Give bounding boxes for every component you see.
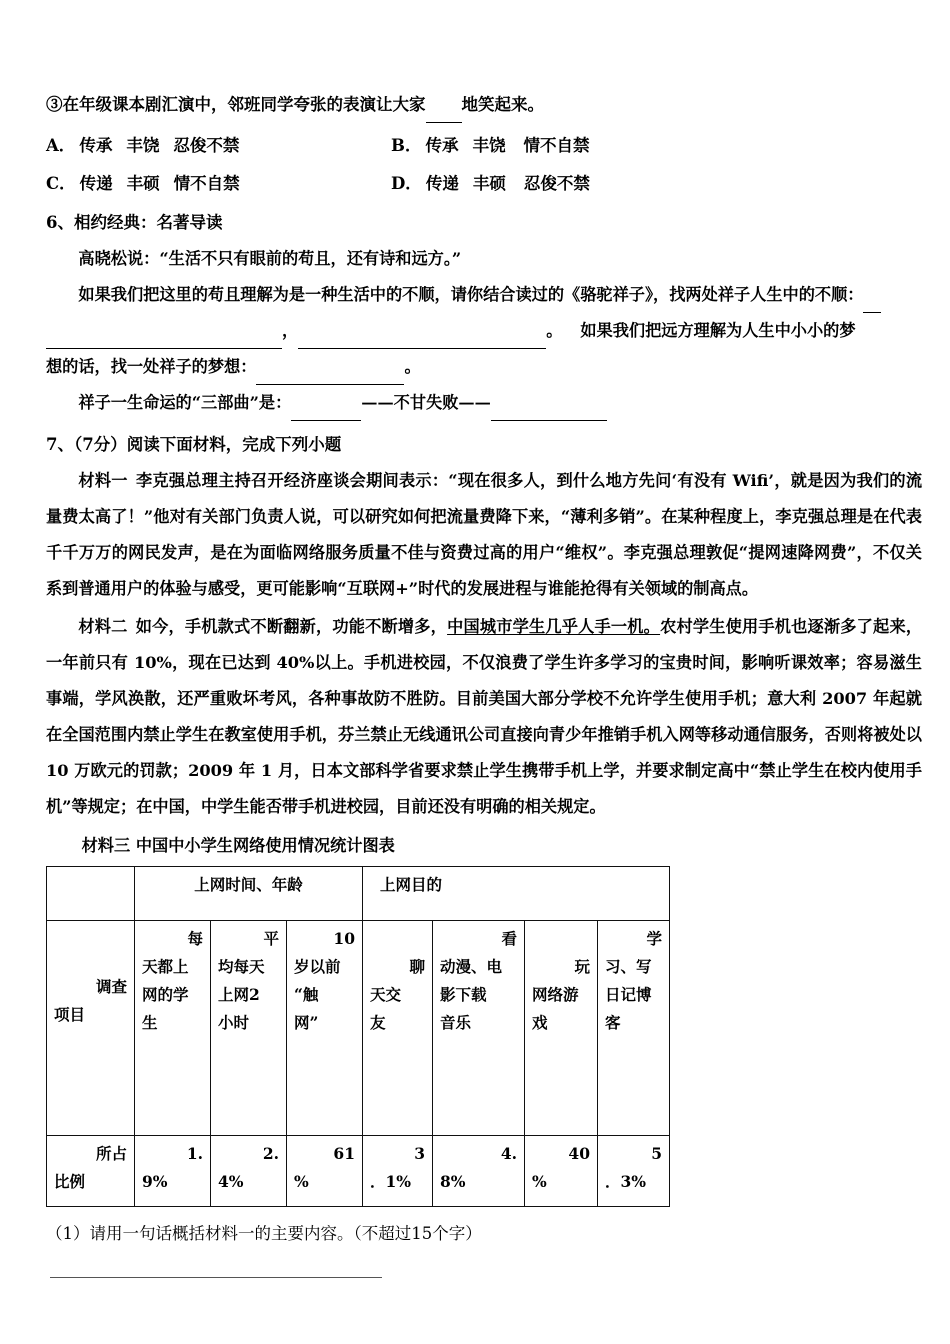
- value-average-two-hours: [211, 1136, 287, 1207]
- col5-line-2: 动漫、电: [440, 957, 503, 976]
- table-column-header-row: [47, 921, 670, 1136]
- question-6-answer-blank-1a[interactable]: [863, 277, 881, 313]
- option-a-word-3: 忍俊不禁: [173, 136, 240, 155]
- question-6-period-2: 。: [404, 357, 421, 376]
- col1-line-3: 网的学: [142, 985, 189, 1004]
- option-b-word-2: 丰饶: [472, 136, 506, 155]
- question-7-instruction: 阅读下面材料，完成下列小题: [126, 435, 342, 454]
- material-2-underlined-sentence: 中国城市学生几乎人手一机。: [447, 617, 661, 636]
- question-6-prompt-3-text: 想的话，找一处祥子的梦想：: [46, 357, 257, 376]
- question-6-trilogy-blank-1[interactable]: [291, 385, 361, 421]
- col4-line-1: 聊: [409, 957, 425, 976]
- question-3-stem-text: ③在年级课本剧汇演中，邻班同学夸张的表演让大家: [46, 95, 426, 114]
- val5-line-2: 8%: [440, 1172, 466, 1191]
- val3-line-2: %: [294, 1172, 309, 1191]
- table-corner-survey-item: [47, 921, 135, 1136]
- material-2-text-b: 农村学生使用手机也逐渐多了起来，一年前只有 10%，现在已达到 40%以上。手机进校园，不仅浪费了学生许多学习的宝贵时间，影响听课效率；容易滋生事端，学风涣散，还严重败坏考风，各种事故防不胜防。目前美国大部分学校不允许学生使用手机；意大利 2007 年起就在全国范围内禁止学生在教室使用手机，芬兰禁止无线通讯公司直接向青少年推销手机入网等移动通信服务，否则将被处以 10 万欧元的罚款；2009 年 1 月，日本文部科学省要求禁止学生携带手机上学，并要求制定高中“禁止学生在校内使用手机”等规定；在中国，中学生能否带手机进校园，目前还没有明确的相关规定。: [46, 617, 923, 816]
- val1-line-1: 1.: [186, 1144, 203, 1163]
- question-3-options-row-1: [46, 129, 922, 163]
- column-header-online-before-ten: [287, 921, 363, 1136]
- col1-line-1: 每: [187, 929, 203, 948]
- col3-line-1: 10: [333, 929, 355, 948]
- group-header-purpose-label: 上网目的: [380, 875, 443, 894]
- option-b-word-3: 情不自禁: [523, 136, 590, 155]
- option-d-word-3: 忍俊不禁: [523, 174, 590, 193]
- option-a-word-1: 传承: [79, 136, 113, 155]
- value-study-diary-blog: [598, 1136, 670, 1207]
- option-b-word-1: 传承: [425, 136, 459, 155]
- question-7-heading: [46, 427, 922, 463]
- val6-line-2: %: [532, 1172, 547, 1191]
- col7-line-4: 客: [605, 1013, 621, 1032]
- question-6-prompt-2-text: 如果我们把远方理解为人生中小小的梦: [580, 321, 856, 340]
- option-d-word-2: 丰硕: [472, 174, 506, 193]
- question-6-trilogy-mid: ——不甘失败——: [361, 393, 491, 412]
- material-2: [46, 609, 922, 825]
- material-1: [46, 463, 922, 607]
- question-6-trilogy: [46, 385, 922, 421]
- table-corner-empty-cell: [47, 867, 135, 921]
- question-7-sub-1: （1）请用一句话概括材料一的主要内容。（不超过15个字）: [46, 1224, 482, 1243]
- table-values-row: [47, 1136, 670, 1207]
- material-3-title: 材料三 中国中小学生网络使用情况统计图表: [81, 836, 395, 855]
- question-3-stem: [46, 88, 922, 123]
- column-header-daily-online-students: [135, 921, 211, 1136]
- value-anime-movie-music: [433, 1136, 525, 1207]
- question-7-number: 7、: [46, 435, 74, 454]
- option-d-word-1: 传递: [425, 174, 459, 193]
- option-b[interactable]: [391, 129, 589, 163]
- question-6-prompt-1: [46, 277, 922, 313]
- val1-line-2: 9%: [142, 1172, 168, 1191]
- question-3-options-row-2: [46, 167, 922, 201]
- question-6-prompt-3: [46, 349, 922, 385]
- column-header-online-games: [525, 921, 598, 1136]
- table-group-header-row: [47, 867, 670, 921]
- question-6-heading: [46, 205, 922, 241]
- question-6-quote: [46, 241, 922, 277]
- material-2-label: 材料二: [78, 617, 128, 636]
- col2-line-1: 平: [263, 929, 279, 948]
- col1-line-2: 天都上: [142, 957, 189, 976]
- col7-line-3: 日记博: [605, 985, 652, 1004]
- value-daily-online-students: [135, 1136, 211, 1207]
- col5-line-1: 看: [501, 929, 517, 948]
- col3-line-2: 岁以前: [294, 957, 341, 976]
- option-a[interactable]: [46, 129, 391, 163]
- col4-line-3: 友: [370, 1013, 386, 1032]
- col1-line-4: 生: [142, 1013, 158, 1032]
- question-6-prompt-1-text: 如果我们把这里的苟且理解为是一种生活中的不顺，请你结合读过的《骆驼祥子》，找两处祥子人生中的不顺：: [78, 285, 864, 304]
- row-label-proportion: [47, 1136, 135, 1207]
- question-6-number: 6、: [46, 213, 74, 232]
- question-6-answer-blank-2[interactable]: [298, 313, 546, 349]
- value-online-games: [525, 1136, 598, 1207]
- col2-line-2: 均每天: [218, 957, 265, 976]
- col3-line-4: 网”: [294, 1013, 319, 1032]
- value-online-before-ten: [287, 1136, 363, 1207]
- question-6-period-1: 。: [546, 321, 563, 340]
- col2-line-4: 小时: [218, 1013, 250, 1032]
- col6-line-1: 玩: [574, 957, 590, 976]
- option-d-label: D．: [391, 174, 422, 193]
- question-6-answer-blank-1b[interactable]: [46, 313, 282, 349]
- question-7-score: （7分）: [73, 435, 127, 454]
- option-b-label: B．: [391, 136, 422, 155]
- col6-line-3: 戏: [532, 1013, 548, 1032]
- column-header-chat-friends: [363, 921, 433, 1136]
- material-1-label: 材料一: [78, 471, 128, 490]
- option-c-word-3: 情不自禁: [173, 174, 240, 193]
- group-header-purpose: [363, 867, 670, 921]
- val4-line-1: 3: [414, 1144, 425, 1163]
- val6-line-1: 40: [568, 1144, 590, 1163]
- option-a-word-2: 丰饶: [126, 136, 160, 155]
- column-header-study-diary-blog: [598, 921, 670, 1136]
- question-6-answer-blank-3[interactable]: [256, 349, 404, 385]
- row-label-line-2: 比例: [54, 1172, 86, 1191]
- val5-line-1: 4.: [500, 1144, 517, 1163]
- col4-line-2: 天交: [370, 985, 402, 1004]
- col6-line-2: 网络游: [532, 985, 579, 1004]
- material-1-text: 李克强总理主持召开经济座谈会期间表示：“现在很多人，到什么地方先问‘有没有 Wifi’，就是因为我们的流量费太高了！”他对有关部门负责人说，可以研究如何把流量费降下来，“薄利多销”。在某种程度上，李克强总理是在代表千千万万的网民发声，是在为面临网络服务质量不佳与资费过高的用户“维权”。李克强总理敦促“提网速降网费”，不仅关系到普通用户的体验与感受，更可能影响“互联网+”时代的发展进程与谁能抢得有关领域的制高点。: [46, 471, 923, 598]
- option-c[interactable]: [46, 167, 391, 201]
- option-c-word-2: 丰硕: [126, 174, 160, 193]
- question-6-trilogy-lead: 祥子一生命运的“三部曲”是：: [78, 393, 292, 412]
- option-c-label: C．: [46, 174, 76, 193]
- question-7-sub-1-answer-line[interactable]: [50, 1277, 382, 1278]
- column-header-average-two-hours: [211, 921, 287, 1136]
- question-6-title: 相约经典：名著导读: [73, 213, 223, 232]
- corner-label-line-2: 项目: [54, 1005, 86, 1024]
- option-a-label: A．: [46, 136, 76, 155]
- page-content: [46, 88, 922, 1278]
- question-6-comma: ，: [282, 321, 299, 340]
- value-chat-friends: [363, 1136, 433, 1207]
- question-3-stem-tail: 地笑起来。: [461, 95, 544, 114]
- col7-line-2: 习、写: [605, 957, 652, 976]
- val2-line-2: 4%: [218, 1172, 244, 1191]
- val4-line-2: ．1%: [370, 1172, 412, 1191]
- col5-line-4: 音乐: [440, 1013, 472, 1032]
- val2-line-1: 2.: [262, 1144, 279, 1163]
- material-2-text-a: 如今，手机款式不断翻新，功能不断增多，: [135, 617, 448, 636]
- corner-label-line-1: 调查: [95, 977, 127, 996]
- question-6-quote-text: 高晓松说：“生活不只有眼前的苟且，还有诗和远方。”: [78, 249, 462, 268]
- col2-line-3: 上网2: [218, 985, 260, 1004]
- val3-line-1: 61: [333, 1144, 355, 1163]
- column-header-anime-movie-music: [433, 921, 525, 1136]
- row-label-line-1: 所占: [95, 1144, 127, 1163]
- val7-line-2: ．3%: [605, 1172, 647, 1191]
- question-6-prompt-2: [46, 313, 922, 349]
- col3-line-3: “触: [294, 985, 319, 1004]
- question-3-blank: [426, 88, 462, 123]
- option-d[interactable]: [391, 167, 590, 201]
- question-6-trilogy-blank-2[interactable]: [491, 385, 607, 421]
- val7-line-1: 5: [651, 1144, 663, 1163]
- col7-line-1: 学: [646, 929, 663, 948]
- network-usage-statistics-table: [46, 866, 670, 1207]
- col5-line-3: 影下载: [440, 985, 487, 1004]
- option-c-word-1: 传递: [79, 174, 113, 193]
- group-header-time-age: 上网时间、年龄: [135, 867, 363, 921]
